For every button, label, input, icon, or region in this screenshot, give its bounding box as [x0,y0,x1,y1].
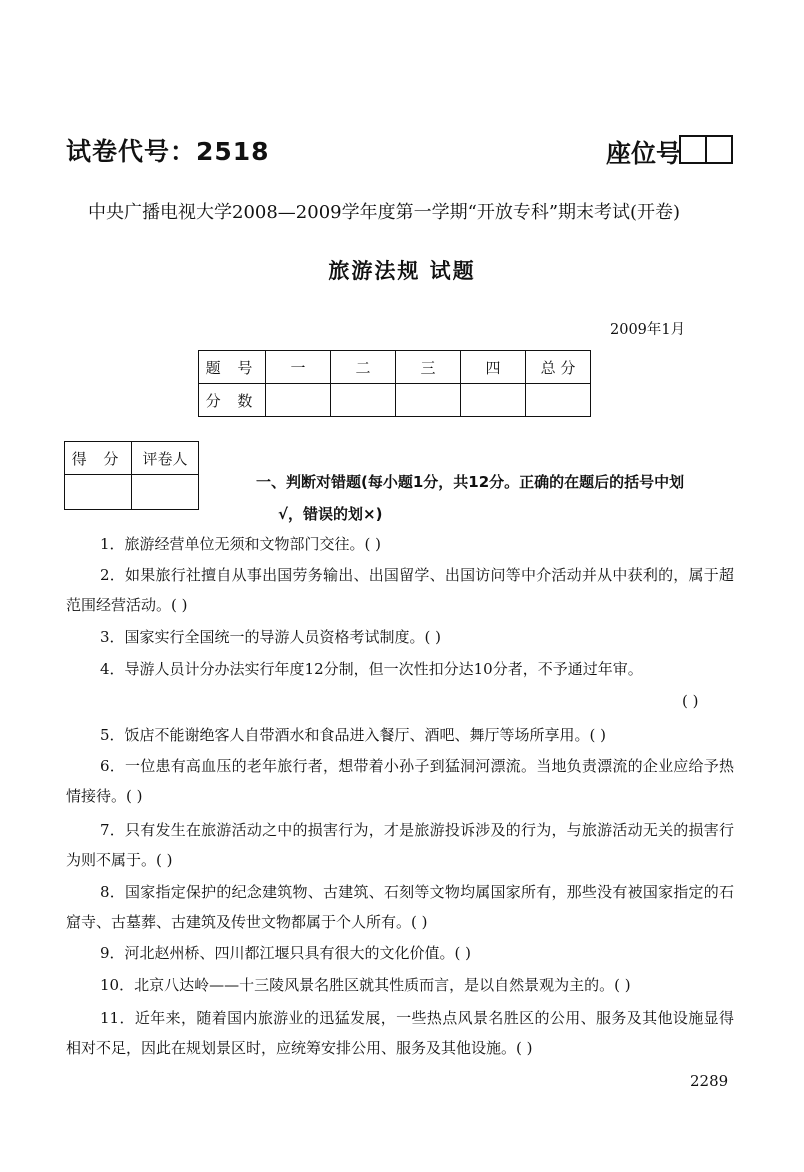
score-table-col-2: 二 [331,351,396,384]
seat-box [705,137,731,162]
seat-box [681,137,705,162]
question-1: 1．旅游经营单位无须和文物部门交往。( ) [100,535,382,553]
grader-table [64,441,199,510]
question-4-answer-paren: ( ) [682,692,699,710]
score-table-col-1: 一 [266,351,331,384]
score-table-col-total: 总 分 [526,351,591,384]
score-table-col-3: 三 [396,351,461,384]
grader-name-cell [132,475,199,510]
score-table-score-row [199,384,591,417]
exam-code-label: 试卷代号：2518 [66,137,270,166]
score-table [198,350,591,417]
question-8: 8．国家指定保护的纪念建筑物、古建筑、石刻等文物均属国家所有，那些没有被国家指定的石窟寺、古墓葬、古建筑及传世文物都属于个人所有。( ) [66,883,734,931]
section-1-instructions [256,466,736,530]
question-6: 6．一位患有高血压的老年旅行者，想带着小孙子到猛洞河漂流。当地负责漂流的企业应给予热情接待。( ) [66,757,734,805]
score-table-col-4: 四 [461,351,526,384]
grader-table-header-row [65,442,199,475]
question-10: 10．北京八达岭——十三陵风景名胜区就其性质而言，是以自然景观为主的。( ) [100,976,631,994]
exam-title: 中央广播电视大学2008—2009学年度第一学期“开放专科”期末考试(开卷) [88,202,681,223]
exam-date: 2009年1月 [610,322,686,338]
section-1-line-1: 一、判断对错题(每小题1分，共12分。正确的在题后的括号中划 [256,473,685,491]
grader-name-label: 评卷人 [132,442,199,475]
score-cell [461,384,526,417]
score-cell [396,384,461,417]
subject-title: 旅游法规 试题 [328,259,476,283]
question-9: 9．河北赵州桥、四川都江堰只具有很大的文化价值。( ) [100,944,472,962]
question-5: 5．饭店不能谢绝客人自带酒水和食品进入餐厅、酒吧、舞厅等场所享用。( ) [100,726,607,744]
grader-score-label: 得 分 [65,442,132,475]
score-cell [331,384,396,417]
question-11: 11．近年来，随着国内旅游业的迅猛发展，一些热点风景名胜区的公用、服务及其他设施显得相对不足，因此在规划景区时，应统筹安排公用、服务及其他设施。( ) [66,1009,734,1057]
grader-score-cell [65,475,132,510]
score-table-row-label: 分 数 [199,384,266,417]
score-table-header-label: 题 号 [199,351,266,384]
score-table-header-row [199,351,591,384]
seat-number-label: 座位号 [606,139,682,168]
score-cell [526,384,591,417]
seat-number-boxes [679,135,733,164]
question-2: 2．如果旅行社擅自从事出国劳务输出、出国留学、出国访问等中介活动并从中获利的，属于超范围经营活动。( ) [66,566,734,614]
grader-table-blank-row [65,475,199,510]
page-number: 2289 [690,1072,729,1090]
question-7: 7．只有发生在旅游活动之中的损害行为，才是旅游投诉涉及的行为，与旅游活动无关的损害行为则不属于。( ) [66,821,734,869]
question-4: 4．导游人员计分办法实行年度12分制，但一次性扣分达10分者，不予通过年审。 [100,660,643,678]
score-cell [266,384,331,417]
section-1-line-2: √，错误的划×) [278,505,383,523]
question-3: 3．国家实行全国统一的导游人员资格考试制度。( ) [100,628,442,646]
